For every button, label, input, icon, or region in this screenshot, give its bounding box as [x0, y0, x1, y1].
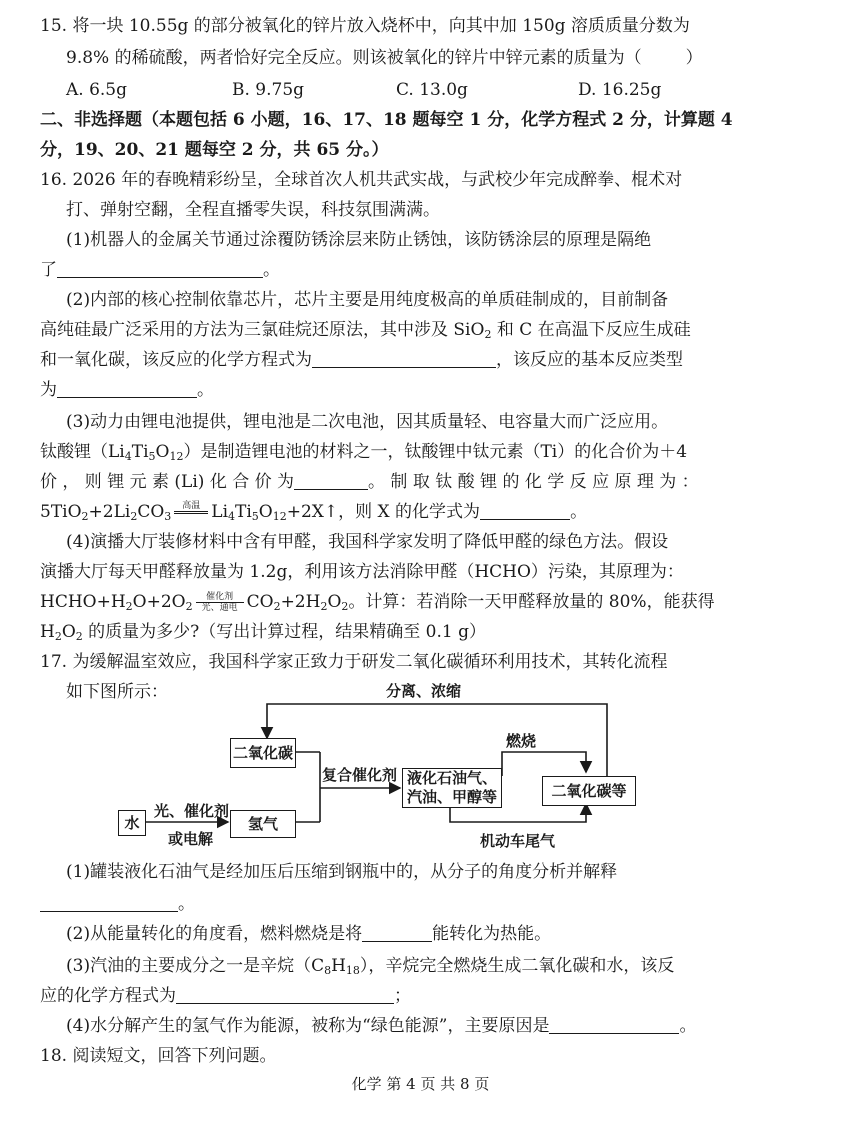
page-footer: 化学 第 4 页 共 8 页	[351, 1075, 490, 1093]
equation-part: O+2O	[132, 592, 186, 612]
q16-p2-line2	[40, 318, 691, 342]
q16-p3-text: 。 制 取 钛 酸 锂 的 化 学 反 应 原 理 为 ：	[368, 472, 699, 492]
box-fuels-line2: 汽油、甲醇等	[406, 788, 497, 806]
formula-element: H	[40, 622, 55, 642]
q15-option-d: D. 16.25g	[578, 80, 662, 100]
q16-p4-text: 的质量为多少?（写出计算过程，结果精确至 0.1 g）	[82, 622, 487, 642]
q16-p3-line1: (3)动力由锂电池提供，锂电池是二次电池，因其质量轻、电容量大而广泛应用。	[66, 412, 669, 432]
q16-p3-line2	[40, 440, 687, 464]
answer-blank	[549, 1015, 679, 1034]
equation-part: +2H	[280, 592, 321, 612]
reaction-condition	[174, 501, 208, 524]
q16-p1-text: 了	[40, 260, 57, 280]
q16-p2-line3	[40, 348, 683, 372]
label-burning: 燃烧	[506, 732, 537, 750]
q16-p2-text: ，该反应的基本反应类型	[496, 350, 683, 370]
equation-part: +2Li	[88, 502, 131, 522]
equation-part: Ti	[235, 502, 252, 522]
q17-p1-end: 。	[178, 894, 195, 914]
subscript: 2	[484, 328, 492, 341]
q17-p2-text: 能转化为热能。	[432, 924, 552, 944]
q16-intro-line2: 打、弹射空翻，全程直播零失误，科技氛围满满。	[66, 200, 440, 220]
q17-p2-text: (2)从能量转化的角度看，燃料燃烧是将	[66, 924, 363, 944]
answer-blank	[480, 501, 570, 520]
box-hydrogen: 氢气	[230, 810, 296, 838]
q16-p1-end: 。	[263, 260, 280, 280]
q16-p1-line1: (1)机器人的金属关节通过涂覆防锈涂层来防止锈蚀，该防锈涂层的原理是隔绝	[66, 230, 652, 250]
q17-intro-line2: 如下图所示：	[66, 682, 168, 702]
subscript: 2	[81, 510, 89, 523]
condition-bottom	[174, 514, 208, 524]
q17-p4-text: (4)水分解产生的氢气作为能源，被称为“绿色能源”，主要原因是	[66, 1016, 550, 1036]
box-carbon-dioxide: 二氧化碳	[230, 738, 296, 768]
subscript: 2	[125, 600, 133, 613]
answer-blank	[362, 923, 432, 942]
co2-cycle-flowchart	[110, 672, 670, 862]
q17-p4-end: 。	[679, 1016, 697, 1036]
q16-p3-text: 钛酸锂（Li	[40, 442, 125, 462]
subscript: 2	[54, 630, 62, 643]
answer-blank	[312, 349, 496, 368]
q17-p3-line1	[66, 954, 674, 978]
equation-part: HCHO+H	[40, 592, 126, 612]
q17-p1-line1: (1)罐装液化石油气是经加压后压缩到钢瓶中的，从分子的角度分析并解释	[66, 862, 618, 882]
q16-p3-text: ）是制造锂电池的材料之一，钛酸锂中钛元素（Ti）的化合价为＋4	[183, 442, 688, 462]
q15-line2	[66, 46, 703, 70]
q15-paren-close: ）	[685, 48, 703, 68]
q18-line: 18. 阅读短文，回答下列问题。	[40, 1046, 277, 1066]
q17-p3-text: (3)汽油的主要成分之一是辛烷（C	[66, 956, 325, 976]
box-carbon-dioxide-etc: 二氧化碳等	[542, 776, 636, 806]
box-fuels-line1: 液化石油气、	[406, 769, 497, 787]
q15-stem-end: 9.8% 的稀硫酸，两者恰好完全反应。则该被氧化的锌片中锌元素的质量为（	[66, 48, 642, 68]
q16-p2-end: 。	[197, 380, 214, 400]
q16-p3-line3	[40, 470, 699, 494]
q16-p2-line1: (2)内部的核心控制依靠芯片，芯片主要是用纯度极高的单质硅制成的，目前制备	[66, 290, 669, 310]
q16-p4-equation	[40, 590, 715, 614]
subscript: 2	[341, 600, 349, 613]
answer-blank	[294, 471, 368, 490]
label-vehicle-exhaust: 机动车尾气	[480, 832, 556, 850]
q16-p2-text: 和一氧化碳，该反应的化学方程式为	[40, 350, 312, 370]
q16-p2-text: 和 C 在高温下反应生成硅	[491, 320, 691, 340]
condition-top: 催化剂	[206, 592, 234, 602]
equation-part: O	[327, 592, 342, 612]
formula-element: O	[155, 442, 170, 462]
q17-p3-line2	[40, 984, 411, 1008]
q16-p3-equation	[40, 500, 587, 524]
subscript: 4	[228, 510, 236, 523]
subscript: 12	[169, 450, 184, 463]
q17-p2	[66, 922, 551, 946]
subscript: 3	[164, 510, 172, 523]
q16-p3-end: 。	[570, 502, 588, 522]
q17-p4	[66, 1014, 696, 1038]
subscript: 2	[273, 600, 281, 613]
q17-intro-line1: 17. 为缓解温室效应，我国科学家正致力于研发二氧化碳循环利用技术，其转化流程	[40, 652, 668, 672]
q17-p1-line2	[40, 892, 195, 916]
q17-p3-end: ；	[394, 986, 411, 1006]
q16-p4-text: 。计算：若消除一天甲醛释放量的 80%，能获得	[348, 592, 715, 612]
q16-p3-text: 价 ， 则 锂 元 素 (Li) 化 合 价 为	[40, 472, 295, 492]
q15-line1: 15. 将一块 10.55g 的部分被氧化的锌片放入烧杯中，向其中加 150g 溶质质量分数为	[40, 16, 690, 36]
formula-element: O	[61, 622, 76, 642]
q16-p2-line4	[40, 378, 214, 402]
q15-option-b: B. 9.75g	[232, 80, 305, 100]
condition-text: 高温	[182, 501, 201, 511]
subscript: 18	[345, 964, 360, 977]
box-fuels-text	[407, 769, 497, 807]
q16-p4-line2: 演播大厅每天甲醛释放量为 1.2g，利用该方法消除甲醛（HCHO）污染，其原理为：	[40, 562, 684, 582]
q15-option-a: A. 6.5g	[66, 80, 128, 100]
formula-element: Ti	[131, 442, 149, 462]
equation-part: Li	[211, 502, 229, 522]
answer-blank	[176, 985, 394, 1004]
formula-element: H	[331, 956, 346, 976]
subscript: 2	[320, 600, 328, 613]
box-fuels	[402, 768, 502, 808]
equation-part: CO	[137, 502, 165, 522]
equation-part: O	[258, 502, 273, 522]
q15-option-c: C. 13.0g	[396, 80, 468, 100]
subscript: 12	[272, 510, 287, 523]
subscript: 2	[130, 510, 138, 523]
q16-p1-line2	[40, 258, 280, 282]
q16-p4-line4	[40, 620, 486, 644]
q16-intro-line1: 16. 2026 年的春晚精彩纷呈，全球首次人机共武实战，与武校少年完成醉拳、棍术对	[40, 170, 683, 190]
q17-p3-text: ），辛烷完全燃烧生成二氧化碳和水，该反	[359, 956, 675, 976]
equation-part: 5TiO	[40, 502, 82, 522]
label-composite-catalyst: 复合催化剂	[322, 766, 398, 784]
subscript: 2	[75, 630, 83, 643]
label-or-electrolysis: 或电解	[168, 830, 214, 848]
equation-part: +2X↑，则 X 的化学式为	[286, 502, 481, 522]
answer-blank	[57, 259, 263, 278]
subscript: 8	[324, 964, 332, 977]
label-separate-concentrate: 分离、浓缩	[386, 682, 462, 700]
box-water: 水	[118, 810, 146, 836]
section2-heading-line1: 二、非选择题（本题包括 6 小题，16、17、18 题每空 1 分，化学方程式 2 分，计算题 4	[40, 110, 733, 130]
q16-p2-text: 高纯硅最广泛采用的方法为三氯硅烷还原法，其中涉及 SiO	[40, 320, 485, 340]
subscript: 5	[148, 450, 156, 463]
subscript: 5	[251, 510, 259, 523]
equation-part: CO	[246, 592, 274, 612]
label-light-catalyst: 光、催化剂	[154, 802, 230, 820]
answer-blank	[40, 893, 178, 912]
condition-bottom: 光、通电	[201, 603, 238, 613]
q16-p4-line1: (4)演播大厅装修材料中含有甲醛，我国科学家发明了降低甲醛的绿色方法。假设	[66, 532, 669, 552]
section2-heading-line2: 分，19、20、21 题每空 2 分，共 65 分。）	[40, 140, 389, 160]
subscript: 4	[124, 450, 132, 463]
q17-p3-text: 应的化学方程式为	[40, 986, 176, 1006]
subscript: 2	[185, 600, 193, 613]
q16-p2-text: 为	[40, 380, 57, 400]
answer-blank	[57, 379, 197, 398]
reaction-condition	[196, 592, 244, 613]
